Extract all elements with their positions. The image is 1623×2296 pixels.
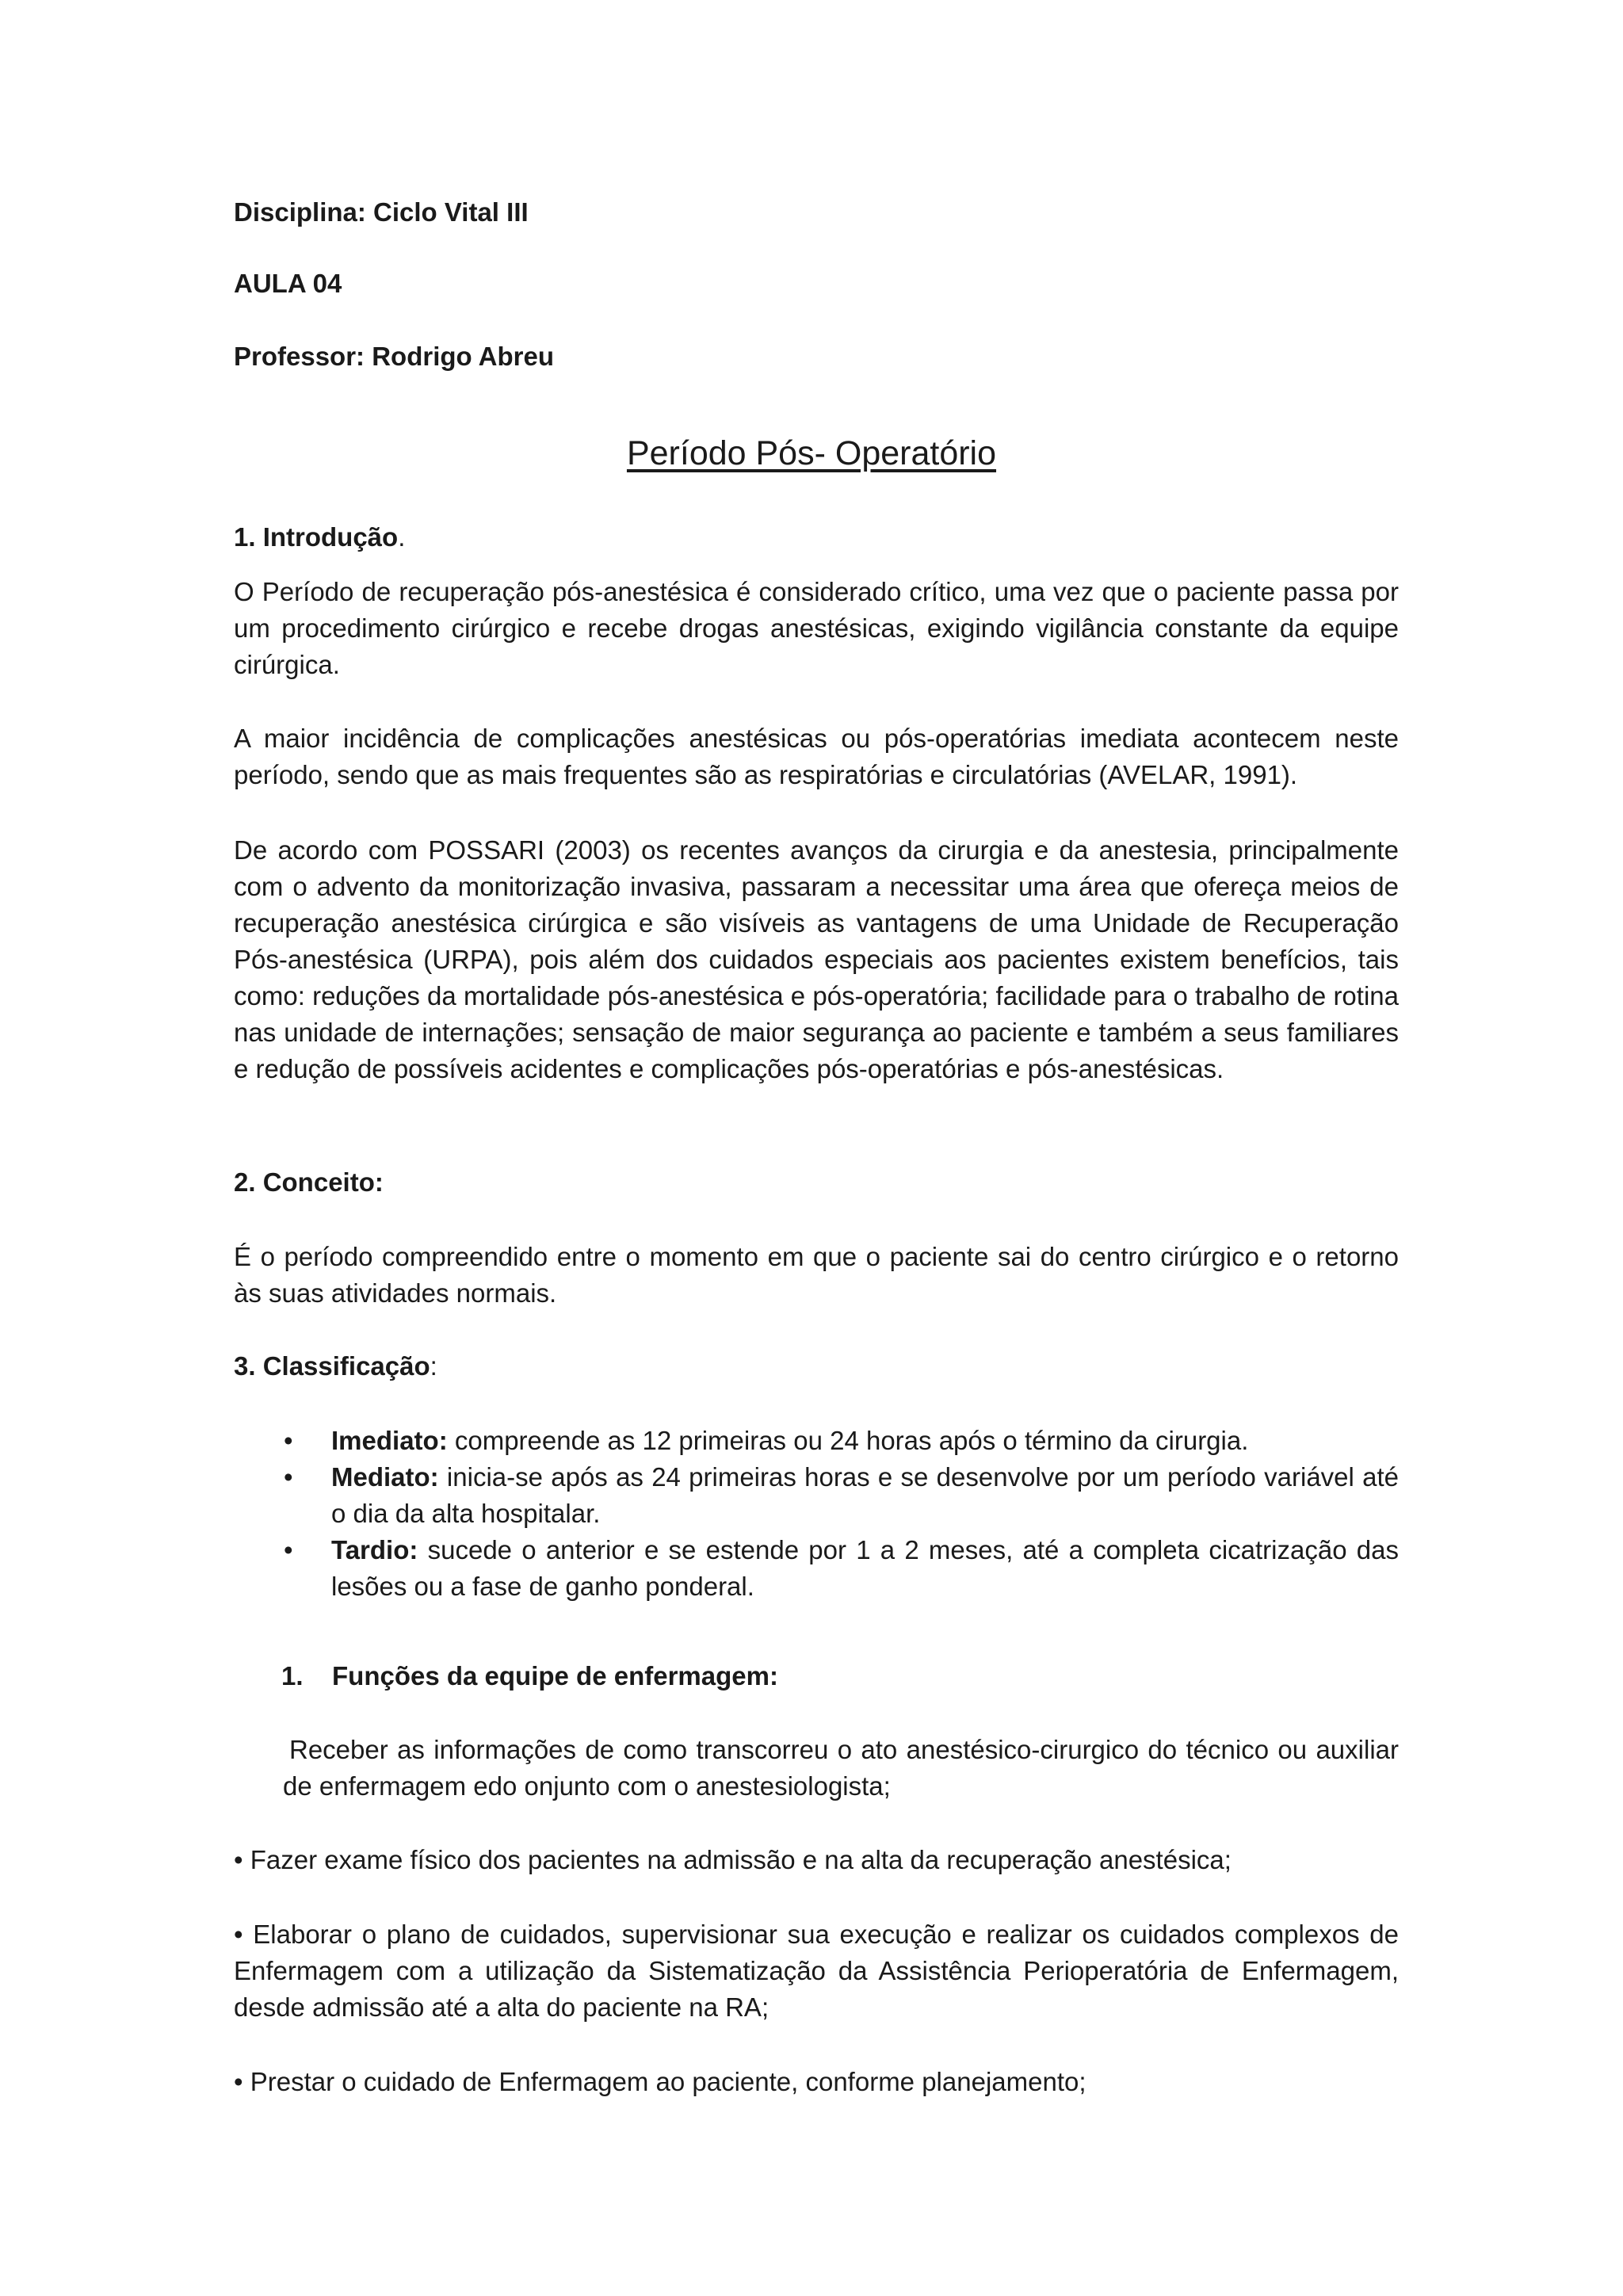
bullet-icon: •: [284, 1535, 293, 1564]
bullet-icon: •: [284, 1462, 293, 1492]
intro-paragraph-1: O Período de recuperação pós-anestésica é considerado crítico, uma vez que o paciente passa por um procedimento cirúrgico e recebe drogas anestésicas, exigindo vigilância constante da equipe cirúrgica.: [234, 577, 1399, 679]
bullet-icon: •: [284, 1426, 293, 1455]
functions-heading: [281, 1658, 1399, 1694]
intro-paragraph-3: De acordo com POSSARI (2003) os recentes avanços da cirurgia e da anestesia, principalmente com o advento da monitorização invasiva, passaram a necessitar uma área que ofereça meios de recuperação anestésica cirúrgica e são visíveis as vantagens de uma Unidade de Recuperação Pós-anestésica (URPA), pois além dos cuidados especiais aos pacientes existem benefícios, tais como: reduções da mortalidade pós-anestésica e pós-operatória; facilidade para o trabalho de rotina nas unidade de internações; sensação de maior segurança ao paciente e também a seus familiares e redução de possíveis acidentes e complicações pós-operatórias e pós-anestésicas.: [234, 835, 1399, 1083]
professor-line: Professor: Rodrigo Abreu: [234, 342, 554, 371]
concept-heading: 2. Conceito:: [234, 1167, 384, 1197]
intro-heading-text: 1. Introdução: [234, 522, 399, 552]
functions-item: • Prestar o cuidado de Enfermagem ao paciente, conforme planejamento;: [234, 2067, 1086, 2096]
intro-paragraph-2: A maior incidência de complicações anestésicas ou pós-operatórias imediata acontecem neste período, sendo que as mais frequentes são as respiratórias e circulatórias (AVELAR, 1991).: [234, 724, 1399, 789]
classification-heading-text: 3. Classificação: [234, 1351, 430, 1381]
functions-heading-text: Funções da equipe de enfermagem:: [332, 1661, 778, 1690]
concept-paragraph: É o período compreendido entre o momento em que o paciente sai do centro cirúrgico e o retorno às suas atividades normais.: [234, 1242, 1399, 1308]
lesson-line: AULA 04: [234, 269, 342, 298]
classification-text: compreende as 12 primeiras ou 24 horas após o término da cirurgia.: [447, 1426, 1249, 1455]
classification-item: [234, 1459, 1399, 1532]
functions-item: • Fazer exame físico dos pacientes na admissão e na alta da recuperação anestésica;: [234, 1845, 1232, 1874]
discipline-line: Disciplina: Ciclo Vital III: [234, 197, 529, 227]
functions-item: • Elaborar o plano de cuidados, supervisionar sua execução e realizar os cuidados complexos de Enfermagem com a utilização da Sistematização da Assistência Perioperatória de Enfermagem, desde admissão até a alta do paciente na RA;: [234, 1920, 1399, 2022]
classification-text: sucede o anterior e se estende por 1 a 2 meses, até a completa cicatrização das lesões ou a fase de ganho ponderal.: [331, 1535, 1399, 1601]
classification-text: inicia-se após as 24 primeiras horas e se desenvolve por um período variável até o dia da alta hospitalar.: [331, 1462, 1399, 1528]
functions-number: 1.: [281, 1661, 304, 1690]
classification-term: Tardio:: [331, 1535, 418, 1564]
classification-term: Imediato:: [331, 1426, 448, 1455]
intro-heading-dot: .: [398, 522, 406, 552]
intro-heading: [234, 519, 1399, 556]
classification-term: Mediato:: [331, 1462, 439, 1492]
classification-item: [234, 1532, 1399, 1605]
page-title: Período Pós- Operatório: [626, 434, 997, 472]
classification-list: [234, 1423, 1399, 1605]
classification-heading-colon: :: [430, 1351, 437, 1381]
classification-heading: [234, 1348, 1399, 1385]
functions-paragraph-1: Receber as informações de como transcorreu o ato anestésico-cirurgico do técnico ou auxiliar de enfermagem edo onjunto com o anestesiologista;: [283, 1735, 1399, 1801]
classification-item: [234, 1423, 1399, 1459]
